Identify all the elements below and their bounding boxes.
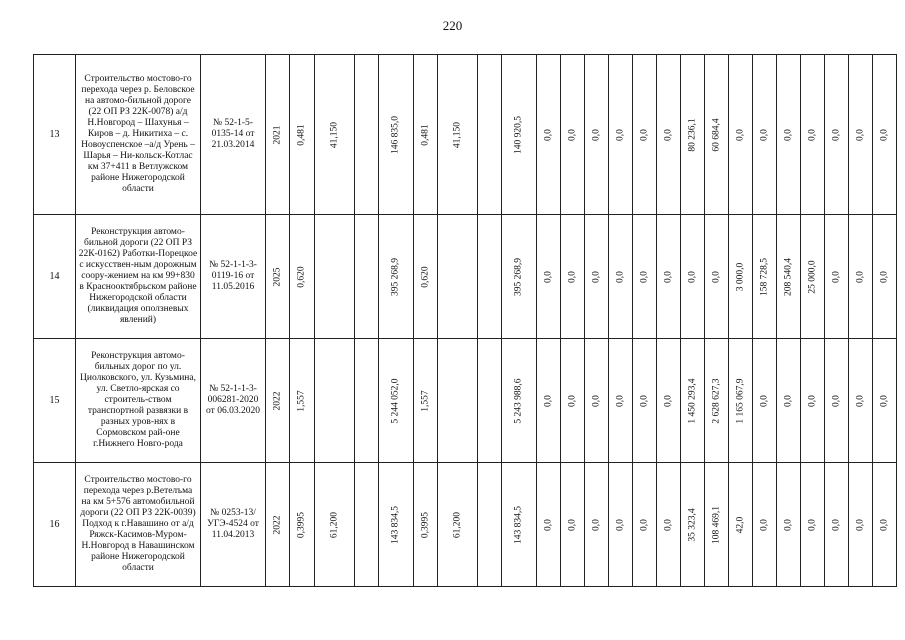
value-text: 0,0 — [879, 394, 889, 407]
value-cell — [777, 215, 801, 339]
value-cell — [290, 339, 315, 463]
object-name: Строительство мостово-го перехода через р. Беловское на автомо-бильной дороге (22 ОП РЗ 22К-0078) а/д Н.Новгород – Шахунья – Киров – д. Никитиха – с. Новоуспенское –а/д Урень – Шарья – Ни-кольск-Котлас км 37+411 в Ветлужском районе Нижегородской области — [76, 55, 201, 215]
value-cell — [414, 55, 438, 215]
investment-objects-table — [33, 54, 897, 587]
value-cell — [502, 215, 537, 339]
value-cell — [537, 55, 561, 215]
value-text: 0,0 — [615, 394, 625, 407]
value-cell — [315, 463, 355, 587]
value-cell — [537, 339, 561, 463]
value-cell — [873, 463, 897, 587]
value-text: 158 728,5 — [759, 257, 769, 296]
table-row — [34, 215, 897, 339]
value-cell — [438, 463, 478, 587]
value-cell — [753, 463, 777, 587]
value-text: 1,557 — [420, 389, 430, 412]
value-text: 143 834,5 — [390, 505, 401, 544]
table-row — [34, 339, 897, 463]
row-number: 13 — [34, 55, 76, 215]
value-cell — [657, 463, 681, 587]
value-text: 0,0 — [759, 518, 769, 531]
value-text: 0,0 — [711, 270, 721, 283]
value-cell — [290, 55, 315, 215]
value-cell — [609, 55, 633, 215]
value-cell — [561, 55, 585, 215]
value-text: 0,0 — [807, 394, 817, 407]
value-cell — [609, 339, 633, 463]
value-cell — [290, 463, 315, 587]
value-cell — [537, 215, 561, 339]
value-cell — [290, 215, 315, 339]
value-cell — [705, 339, 729, 463]
value-text: 0,0 — [639, 394, 649, 407]
value-cell — [681, 339, 705, 463]
value-cell — [681, 215, 705, 339]
value-cell — [729, 463, 753, 587]
value-text: 0,0 — [591, 270, 601, 283]
value-cell — [438, 215, 478, 339]
value-text: 0,0 — [879, 128, 889, 141]
value-cell — [315, 55, 355, 215]
value-text: 0,0 — [879, 518, 889, 531]
value-text: 2022 — [272, 391, 282, 410]
value-text: 0,0 — [831, 394, 841, 407]
value-text: 0,0 — [783, 518, 793, 531]
value-text: 0,0 — [591, 394, 601, 407]
value-cell — [873, 339, 897, 463]
value-cell — [537, 463, 561, 587]
row-number: 16 — [34, 463, 76, 587]
value-text: 0,0 — [807, 128, 817, 141]
value-text: 0,0 — [663, 518, 673, 531]
value-cell — [478, 55, 502, 215]
value-cell — [657, 339, 681, 463]
value-cell — [801, 339, 825, 463]
value-text: 0,0 — [543, 394, 553, 407]
value-cell — [777, 463, 801, 587]
value-cell — [801, 55, 825, 215]
value-text: 0,0 — [543, 270, 553, 283]
value-cell — [502, 55, 537, 215]
expertise-document: № 0253-13/УГЭ-4524 от 11.04.2013 — [201, 463, 266, 587]
expertise-document: № 52-1-1-3-0119-16 от 11.05.2016 — [201, 215, 266, 339]
value-text: 0,0 — [807, 518, 817, 531]
value-cell — [585, 55, 609, 215]
value-cell — [355, 215, 379, 339]
value-text: 0,0 — [591, 128, 601, 141]
value-cell — [657, 55, 681, 215]
value-cell — [502, 463, 537, 587]
value-cell — [657, 215, 681, 339]
value-text: 0,0 — [855, 270, 865, 283]
value-text: 2021 — [272, 125, 282, 144]
value-text: 2022 — [272, 515, 282, 534]
value-cell — [633, 55, 657, 215]
value-text: 0,3995 — [420, 511, 430, 538]
value-text: 143 834,5 — [513, 505, 524, 544]
value-text: 2025 — [272, 267, 282, 286]
value-cell — [753, 215, 777, 339]
value-text: 0,0 — [567, 128, 577, 141]
value-cell — [825, 215, 849, 339]
value-cell — [478, 339, 502, 463]
value-text: 0,0 — [639, 270, 649, 283]
value-cell — [585, 463, 609, 587]
value-cell — [414, 339, 438, 463]
value-cell — [585, 215, 609, 339]
value-text: 0,620 — [420, 265, 430, 288]
value-text: 0,0 — [663, 128, 673, 141]
value-text: 0,481 — [296, 123, 307, 146]
value-cell — [681, 55, 705, 215]
value-cell — [585, 339, 609, 463]
value-text: 41,150 — [452, 121, 462, 148]
table-row — [34, 55, 897, 215]
value-cell — [315, 339, 355, 463]
value-cell — [266, 55, 290, 215]
value-text: 0,0 — [735, 128, 745, 141]
object-name: Строительство мостово-го перехода через р.Ветелъма на км 5+576 автомобильной дороги (22 ОП РЗ 22К-0039) Подход к г.Навашино от а/д Ряжск-Касимов-Муром-Н.Новгород в Навашинском районе Нижегородской области — [76, 463, 201, 587]
value-text: 0,0 — [615, 270, 625, 283]
value-text: 0,620 — [296, 265, 307, 288]
value-text: 0,0 — [831, 270, 841, 283]
value-text: 0,0 — [855, 128, 865, 141]
value-cell — [609, 215, 633, 339]
value-text: 0,0 — [663, 270, 673, 283]
value-text: 25 000,0 — [807, 259, 817, 294]
value-cell — [315, 215, 355, 339]
value-cell — [379, 463, 414, 587]
value-text: 0,0 — [855, 394, 865, 407]
value-cell — [705, 215, 729, 339]
value-cell — [561, 463, 585, 587]
table-row — [34, 463, 897, 587]
value-cell — [355, 463, 379, 587]
value-text: 0,0 — [687, 270, 697, 283]
value-text: 3 000,0 — [735, 262, 745, 291]
value-text: 0,481 — [420, 123, 430, 146]
value-text: 0,0 — [783, 394, 793, 407]
value-cell — [478, 463, 502, 587]
value-cell — [849, 339, 873, 463]
value-cell — [753, 339, 777, 463]
value-cell — [379, 339, 414, 463]
value-cell — [753, 55, 777, 215]
page-number: 220 — [442, 18, 463, 33]
value-text: 0,3995 — [296, 511, 307, 538]
value-cell — [849, 463, 873, 587]
value-text: 108 469,1 — [711, 505, 721, 544]
value-cell — [266, 463, 290, 587]
value-cell — [478, 215, 502, 339]
value-cell — [609, 463, 633, 587]
value-text: 146 835,0 — [390, 115, 401, 154]
value-text: 5 244 052,0 — [390, 377, 401, 424]
value-text: 0,0 — [567, 270, 577, 283]
value-cell — [729, 55, 753, 215]
value-text: 0,0 — [831, 128, 841, 141]
value-cell — [801, 463, 825, 587]
value-text: 60 684,4 — [711, 117, 721, 152]
value-text: 208 540,4 — [783, 257, 793, 296]
value-text: 0,0 — [639, 128, 649, 141]
value-cell — [379, 55, 414, 215]
value-text: 0,0 — [663, 394, 673, 407]
value-cell — [355, 55, 379, 215]
value-text: 1,557 — [296, 389, 307, 412]
value-text: 41,150 — [329, 121, 339, 148]
value-cell — [438, 55, 478, 215]
value-cell — [873, 215, 897, 339]
value-text: 0,0 — [639, 518, 649, 531]
value-cell — [777, 55, 801, 215]
value-cell — [438, 339, 478, 463]
value-cell — [414, 463, 438, 587]
value-cell — [777, 339, 801, 463]
value-text: 0,0 — [567, 518, 577, 531]
value-cell — [379, 215, 414, 339]
value-text: 0,0 — [831, 518, 841, 531]
value-cell — [502, 339, 537, 463]
value-text: 0,0 — [855, 518, 865, 531]
value-text: 35 323,4 — [687, 507, 697, 542]
value-text: 2 628 627,3 — [711, 377, 721, 424]
value-text: 5 243 988,6 — [513, 377, 524, 424]
value-text: 395 268,9 — [390, 257, 401, 296]
value-cell — [355, 339, 379, 463]
value-cell — [825, 339, 849, 463]
value-cell — [633, 339, 657, 463]
value-cell — [681, 463, 705, 587]
value-cell — [849, 215, 873, 339]
expertise-document: № 52-1-5-0135-14 от 21.03.2014 — [201, 55, 266, 215]
value-cell — [561, 339, 585, 463]
value-cell — [825, 55, 849, 215]
value-cell — [414, 215, 438, 339]
value-text: 1 165 067,9 — [735, 377, 745, 424]
value-text: 0,0 — [615, 518, 625, 531]
row-number: 15 — [34, 339, 76, 463]
value-cell — [266, 215, 290, 339]
value-text: 0,0 — [615, 128, 625, 141]
value-text: 0,0 — [759, 128, 769, 141]
value-cell — [849, 55, 873, 215]
value-text: 42,0 — [735, 516, 745, 533]
value-text: 61,200 — [452, 511, 462, 538]
row-number: 14 — [34, 215, 76, 339]
value-cell — [801, 215, 825, 339]
value-text: 80 236,1 — [687, 117, 697, 152]
value-cell — [633, 463, 657, 587]
value-text: 0,0 — [543, 128, 553, 141]
value-cell — [705, 463, 729, 587]
expertise-document: № 52-1-1-3-006281-2020 от 06.03.2020 — [201, 339, 266, 463]
object-name: Реконструкция автомо-бильной дороги (22 ОП РЗ 22К-0162) Работки-Порецкое с искусствен-ным дорожным соору-жением на км 99+830 в Краснооктябрьском районе Нижегородской области (ликвидация оползневых явлений) — [76, 215, 201, 339]
value-text: 0,0 — [567, 394, 577, 407]
value-text: 0,0 — [591, 518, 601, 531]
value-cell — [729, 339, 753, 463]
value-cell — [873, 55, 897, 215]
value-text: 1 450 293,4 — [687, 377, 697, 424]
value-text: 0,0 — [783, 128, 793, 141]
value-text: 395 268,9 — [513, 257, 524, 296]
value-text: 0,0 — [759, 394, 769, 407]
value-cell — [266, 339, 290, 463]
value-cell — [729, 215, 753, 339]
value-text: 61,200 — [329, 511, 339, 538]
value-cell — [705, 55, 729, 215]
value-text: 0,0 — [543, 518, 553, 531]
value-text: 0,0 — [879, 270, 889, 283]
value-cell — [825, 463, 849, 587]
value-cell — [633, 215, 657, 339]
value-text: 140 920,5 — [513, 115, 524, 154]
object-name: Реконструкция автомо-бильных дорог по ул. Циолковского, ул. Кузьмина, ул. Светло-ярская со строитель-ством транспортной развязки в разных уров-нях в Сормовском рай-оне г.Нижнего Новго-рода — [76, 339, 201, 463]
value-cell — [561, 215, 585, 339]
